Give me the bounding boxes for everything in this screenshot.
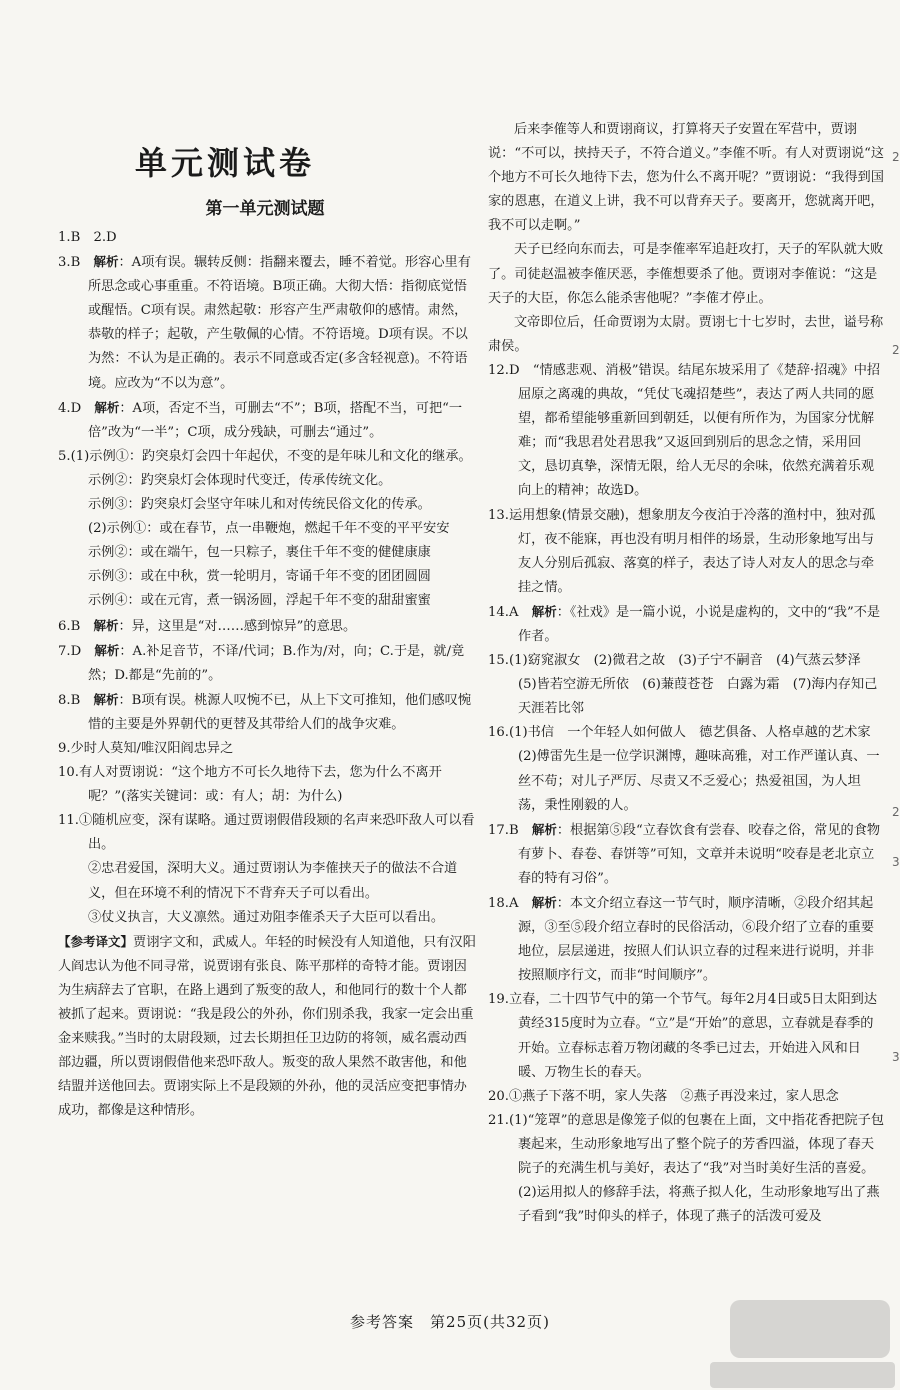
analysis-label: 解析 — [94, 399, 120, 415]
answer-line — [58, 541, 478, 565]
answer-explanation: ：B项有误。桃源人叹惋不已，从上下文可推知，他们感叹惋惜的主要是外界朝代的更替及其带给人们的战争灾难。 — [88, 692, 472, 732]
answer-text: 15.(1)窈窕淑女 (2)微君之故 (3)子宁不嗣音 (4)气蒸云梦泽 (5)皆若空游无所依 (6)蒹葭苍苍 白露为霜 (7)海内存知己 天涯若比邻 — [488, 653, 891, 717]
answer-line — [488, 891, 886, 988]
answer-text: 7.D — [58, 643, 95, 659]
answer-text: 示例④：或在元宵，煮一锅汤圆，浮起千年不变的甜甜蜜蜜 — [88, 593, 431, 609]
answer-line — [58, 906, 478, 930]
answer-text: 11.①随机应变，深有谋略。通过贾诩假借段颎的名声来恐吓敌人可以看出。 — [58, 813, 475, 853]
answer-line — [58, 737, 478, 761]
answer-text: 4.D — [58, 400, 95, 416]
answer-line — [58, 250, 478, 396]
answer-text: 18.A — [488, 896, 532, 911]
answer-text: (2)示例①：或在春节，点一串鞭炮，燃起千年不变的平平安安 — [88, 521, 450, 537]
answer-explanation: ：本文介绍立春这一节气时，顺序清晰，②段介绍其起源，③至⑤段介绍立春时的民俗活动，⑥段介绍了立春的重要地位，层层递进，按照人们认识立春的过程来进行说明，并非按照顺序行文，而非“时间顺序”。 — [518, 896, 875, 984]
edge-mark: 2 — [892, 805, 900, 819]
answer-line — [58, 688, 478, 737]
analysis-label: 解析 — [94, 642, 120, 658]
section-subtitle: 第一单元测试题 — [205, 199, 325, 219]
edge-mark: 2 — [892, 150, 900, 164]
answer-line — [58, 589, 478, 613]
answer-line — [58, 445, 478, 469]
answer-line — [488, 359, 886, 504]
answer-line — [488, 118, 886, 238]
answer-text: 8.B — [58, 692, 94, 708]
answer-line — [58, 809, 478, 857]
answer-text: 示例③：或在中秋，赏一轮明月，寄诵千年不变的团团圆圆 — [88, 569, 431, 585]
answer-line — [488, 1181, 886, 1229]
answer-text: 12.D “情感悲观、消极”错误。结尾东坡采用了《楚辞·招魂》中招屈原之离魂的典故，“凭仗飞魂招楚些”，表达了两人共同的愿望，都希望能够重新回到朝廷，以便有所作为，为国家分忧解难；而“我思君处君思我”又返回到别后的思念之情，采用回文，恳切真挚，深情无限，给人无尽的余味，依然充满着乐观向上的精神；故选D。 — [488, 362, 881, 499]
answer-text: 13.运用想象(情景交融)，想象朋友今夜泊于冷落的渔村中，独对孤灯，夜不能寐，再也没有明月相伴的场景，生动形象地写出与友人分别后孤寂、落寞的样子，表达了诗人对友人的思念与牵挂之情。 — [488, 507, 876, 595]
analysis-label: 解析 — [531, 821, 557, 837]
analysis-label: 解析 — [93, 617, 119, 633]
answer-text: 16.(1)书信 一个年轻人如何做人 德艺俱备、人格卓越的艺术家 — [488, 725, 871, 741]
answer-line — [58, 565, 478, 589]
answer-line — [488, 238, 886, 310]
answer-line — [488, 745, 886, 817]
analysis-label: 解析 — [531, 603, 557, 619]
edge-mark: 2 — [892, 343, 900, 357]
answer-explanation: ：异，这里是“对……感到惊异”的意思。 — [118, 618, 357, 634]
answer-text: 19.立春，二十四节气中的第一个节气。每年2月4日或5日太阳到达黄经315度时为立春。“立”是“开始”的意思，立春就是春季的开始。立春标志着万物闭藏的冬季已过去，开始进入风和日暖、万物生长的春天。 — [488, 992, 878, 1080]
reference-label: 【参考译文】 — [58, 933, 134, 949]
edge-mark: 3 — [892, 855, 900, 869]
answer-line — [488, 818, 886, 891]
answer-explanation: 贾诩字文和，武威人。年轻的时候没有人知道他，只有汉阳人阎忠认为他不同寻常，说贾诩有张良、陈平那样的奇特才能。贾诩因为生病辞去了官职，在路上遇到了叛变的敌人，和他同行的数十个人都被抓了起来。贾诩说：“我是段公的外孙，你们别杀我，我家一定会出重金来赎我。”当时的太尉段颎，过去长期担任卫边防的将领，威名震动西部边疆，所以贾诩假借他来恐吓敌人。叛变的敌人果然不敢害他，和他结盟并送他回去。贾诩实际上不是段颎的外孙，他的灵活应变把事情办成功，都像是这种情形。 — [58, 934, 476, 1119]
answer-line — [488, 600, 886, 649]
left-column — [58, 226, 478, 1123]
answer-text: 示例②：或在端午，包一只粽子，裹住千年不变的健健康康 — [88, 545, 431, 561]
answer-explanation: ：根据第⑤段“立春饮食有尝春、咬春之俗，常见的食物有萝卜、春卷、春饼等”可知，文章并未说明“咬春是老北京立春的特有习俗”。 — [518, 822, 881, 886]
answer-line — [488, 504, 886, 600]
answer-text: (2)傅雷先生是一位学识渊博，趣味高雅，对工作严谨认真、一丝不苟；对儿子严厉、尽责又不乏爱心；热爱祖国，为人坦荡，秉性刚毅的人。 — [518, 749, 880, 813]
right-column — [488, 118, 891, 1229]
edge-mark: 3 — [892, 1050, 900, 1064]
answer-text: 后来李傕等人和贾诩商议，打算将天子安置在军营中，贾诩说：“不可以，挟持天子，不符合道义。”李傕不听。有人对贾诩说“这个地方不可长久地待下去，您为什么不离开呢？”贾诩说：“我得到国家的恩惠，在道义上讲，我不可以背弃天子。要离开，您就离开吧，我不可以走啊。” — [488, 122, 885, 234]
answer-line — [58, 226, 478, 250]
answer-text: 20.①燕子下落不明，家人失落 ②燕子再没来过，家人思念 — [488, 1088, 839, 1104]
answer-line — [488, 721, 886, 745]
answer-text: (2)运用拟人的修辞手法，将燕子拟人化，生动形象地写出了燕子看到“我”时仰头的样子，体现了燕子的活泼可爱及 — [518, 1185, 880, 1225]
answer-text: 示例③：趵突泉灯会坚守年味儿和对传统民俗文化的传承。 — [88, 497, 431, 513]
answer-line — [58, 396, 478, 445]
answer-text: 文帝即位后，任命贾诩为太尉。贾诩七十七岁时，去世，谥号称肃侯。 — [488, 314, 884, 354]
answer-text: 9.少时人莫知/唯汉阳阎忠异之 — [58, 740, 234, 756]
answer-text: 17.B — [488, 822, 532, 838]
analysis-label: 解析 — [93, 254, 119, 270]
answer-line — [58, 857, 478, 905]
answer-line — [488, 649, 891, 721]
answer-line — [58, 469, 478, 493]
answer-text: 5.(1)示例①：趵突泉灯会四十年起伏，不变的是年味儿和文化的继承。 — [58, 448, 472, 464]
answer-line — [488, 311, 886, 359]
analysis-label: 解析 — [93, 691, 119, 707]
answer-text: 示例②：趵突泉灯会体现时代变迁，传承传统文化。 — [88, 472, 392, 488]
answer-line — [58, 639, 478, 688]
answer-explanation: ：《社戏》是一篇小说，小说是虚构的，文中的“我”不是作者。 — [518, 604, 881, 644]
answer-line — [58, 517, 478, 541]
answer-line — [488, 1109, 886, 1181]
answer-explanation: ：A.补足音节，不译/代词；B.作为/对，向；C.于是，就/竟然；D.都是“先前的”。 — [88, 643, 465, 683]
answer-explanation: ：A项，否定不当，可删去“不”；B项，搭配不当，可把“一倍”改为“一半”；C项，成分残缺，可删去“通过”。 — [88, 400, 463, 440]
answer-text: 1.B 2.D — [58, 230, 117, 245]
analysis-label: 解析 — [531, 895, 557, 910]
answer-text: 21.(1)“笼罩”的意思是像笼子似的包裹在上面，文中指花香把院子包裹起来，生动形象地写出了整个院子的芳香四溢，体现了春天院子的充满生机与美好，表达了“我”对当时美好生活的喜爱。 — [488, 1112, 885, 1177]
answer-line — [488, 988, 886, 1084]
page-title: 单元测试卷 — [134, 144, 315, 182]
answer-explanation: ：A项有误。辗转反侧：指翻来覆去，睡不着觉。形容心里有所思念或心事重重。不符语境。B项正确。大彻大悟：指彻底觉悟或醒悟。C项有误。肃然起敬：形容产生严肃敬仰的感情。肃然，恭敬的样子；起敬，产生敬佩的心情。不符语境。D项有误。不以为然：不认为是正确的。表示不同意或否定(多含轻视意)。不符语境。应改为“不以为意”。 — [88, 255, 471, 391]
answer-line — [58, 930, 478, 1124]
answer-text: ②忠君爱国，深明大义。通过贾诩认为李傕挟天子的做法不合道义，但在环境不利的情况下不背弃天子可以看出。 — [88, 861, 458, 901]
answer-line — [58, 614, 478, 639]
page-footer: 参考答案 第25页(共32页) — [350, 1313, 550, 1331]
answer-line — [58, 493, 478, 517]
answer-text: 3.B — [58, 255, 94, 271]
answer-text: ③仗义执言，大义凛然。通过劝阻李傕杀天子大臣可以看出。 — [88, 909, 445, 925]
answer-text: 6.B — [58, 618, 94, 634]
answer-line — [58, 761, 478, 809]
answer-text: 10.有人对贾诩说：“这个地方不可长久地待下去，您为什么不离开呢？”(落实关键词：或：有人；胡：为什么) — [58, 765, 442, 805]
answer-text: 14.A — [488, 604, 532, 620]
answer-text: 天子已经向东而去，可是李傕率军追赶攻打，天子的军队就大败了。司徒赵温被李傕厌恶，李傕想要杀了他。贾诩对李傕说：“这是天子的大臣，你怎么能杀害他呢？”李傕才停止。 — [488, 242, 884, 306]
answer-line — [488, 1085, 886, 1109]
